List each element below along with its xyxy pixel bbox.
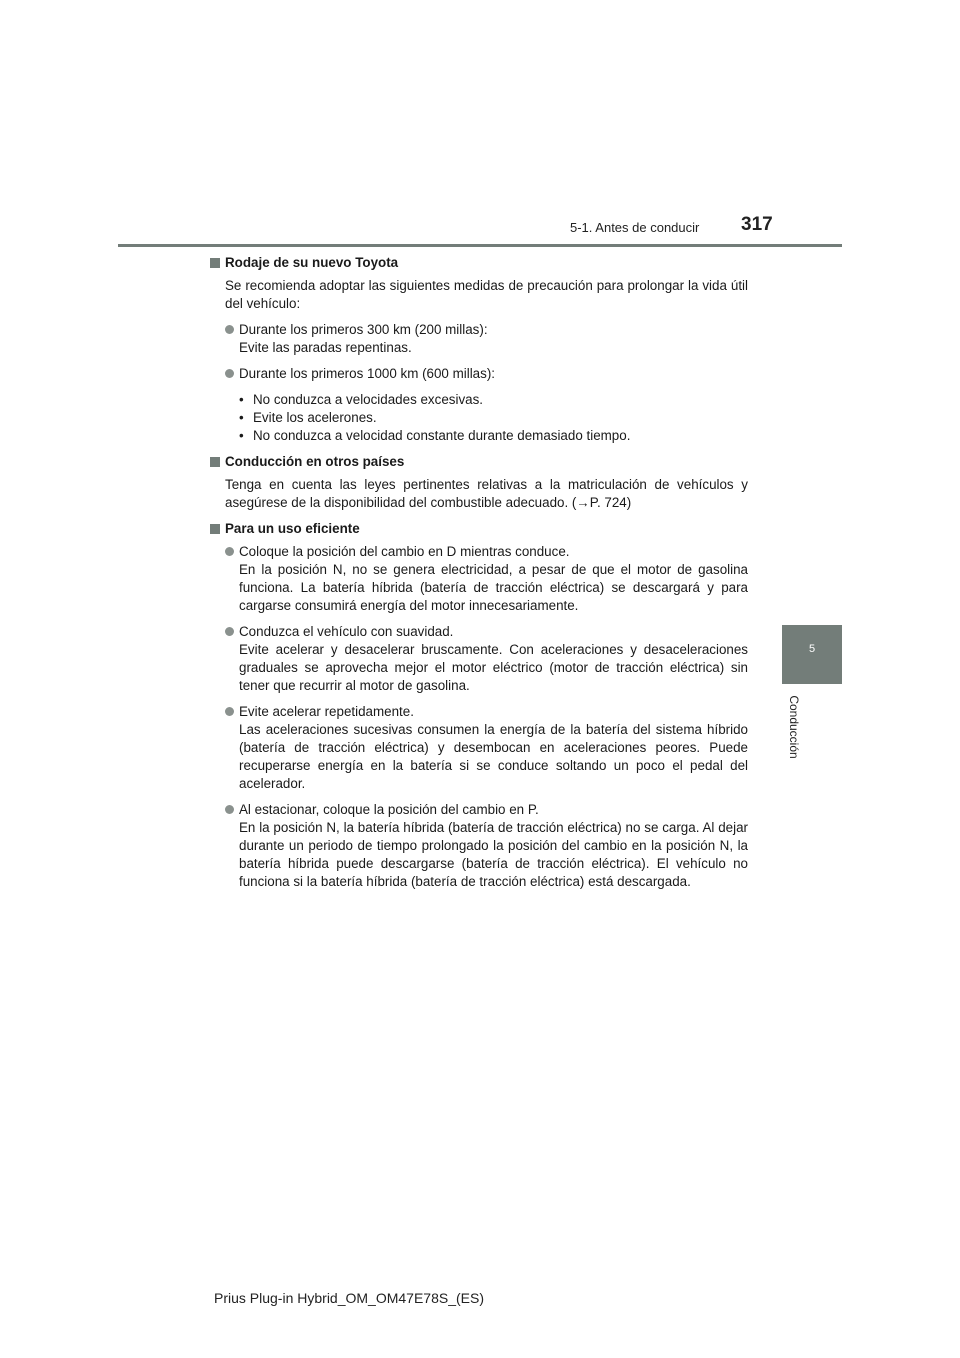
bullet-line: Durante los primeros 1000 km (600 millas):	[239, 366, 496, 381]
bullet-detail: Evite acelerar y desacelerar bruscamente. Con aceleraciones y desaceleraciones graduales se aprovecha mejor el motor eléctrico (motor de tracción eléctrica) sin tener que recurrir al motor de gasolina.	[239, 642, 748, 693]
page-content	[210, 254, 748, 899]
circle-bullet-icon	[225, 627, 234, 636]
list-item	[225, 365, 748, 383]
bullet-detail: En la posición N, la batería híbrida (batería de tracción eléctrica) no se carga. Al dejar durante un periodo de tiempo prolongado la posición del cambio en la posición N, la batería híbrida puede descargarse (batería de tracción eléctrica). El vehículo no funciona si la batería híbrida (batería de tracción eléctrica) está descargada.	[239, 820, 748, 889]
circle-bullet-icon	[225, 547, 234, 556]
square-bullet-icon	[210, 524, 220, 534]
dot-icon: •	[239, 410, 244, 425]
chapter-label: Conducción	[787, 695, 801, 759]
page-number: 317	[741, 214, 773, 235]
header-divider	[118, 244, 842, 247]
section-heading	[210, 254, 748, 272]
bullet-detail: En la posición N, no se genera electricidad, a pesar de que el motor de gasolina funciona. La batería híbrida (batería de tracción eléctrica) se descargará y para cargarse consumirá energía del motor innecesariamente.	[239, 562, 748, 613]
circle-bullet-icon	[225, 369, 234, 378]
header-section-title: 5-1. Antes de conducir	[570, 220, 700, 235]
list-item	[225, 623, 748, 695]
section-title: Rodaje de su nuevo Toyota	[225, 255, 399, 270]
bullet-line: Durante los primeros 300 km (200 millas):	[239, 322, 488, 337]
list-item	[225, 321, 748, 357]
bullet-line: Evite acelerar repetidamente.	[239, 704, 414, 719]
sub-list-item: • Evite los acelerones.	[239, 410, 377, 425]
square-bullet-icon	[210, 457, 220, 467]
circle-bullet-icon	[225, 805, 234, 814]
document-footer: Prius Plug-in Hybrid_OM_OM47E78S_(ES)	[214, 1290, 484, 1306]
list-item	[225, 801, 748, 891]
chapter-tab	[782, 625, 842, 684]
sub-list	[239, 391, 748, 445]
list-item	[225, 543, 748, 615]
bullet-line: Conduzca el vehículo con suavidad.	[239, 624, 454, 639]
dot-icon: •	[239, 392, 244, 407]
circle-bullet-icon	[225, 325, 234, 334]
sub-list-item: • No conduzca a velocidades excesivas.	[239, 392, 484, 407]
section-title: Conducción en otros países	[225, 454, 405, 469]
list-item	[225, 703, 748, 793]
square-bullet-icon	[210, 258, 220, 268]
chapter-label-container	[783, 690, 805, 770]
bullet-detail: Las aceleraciones sucesivas consumen la energía de la batería del sistema híbrido (batería de tracción eléctrica) y desembocan en aceleraciones peores. Puede recuperarse energía en la batería si se conduce soltando un poco el pedal del acelerador.	[239, 722, 748, 791]
bullet-line: Coloque la posición del cambio en D mientras conduce.	[239, 544, 570, 559]
chapter-number: 5	[808, 643, 816, 655]
dot-icon: •	[239, 428, 244, 443]
section-intro: Se recomienda adoptar las siguientes medidas de precaución para prolongar la vida útil del vehículo:	[225, 278, 748, 311]
section-intro: Tenga en cuenta las leyes pertinentes relativas a la matriculación de vehículos y asegúrese de la disponibilidad del combustible adecuado. (→P. 724)	[225, 477, 748, 510]
section-heading	[210, 520, 748, 538]
bullet-line: Al estacionar, coloque la posición del cambio en P.	[239, 802, 539, 817]
bullet-detail: Evite las paradas repentinas.	[239, 340, 412, 355]
circle-bullet-icon	[225, 707, 234, 716]
sub-list-item: • No conduzca a velocidad constante durante demasiado tiempo.	[239, 428, 631, 443]
section-heading	[210, 453, 748, 471]
section-title: Para un uso eficiente	[225, 521, 360, 536]
